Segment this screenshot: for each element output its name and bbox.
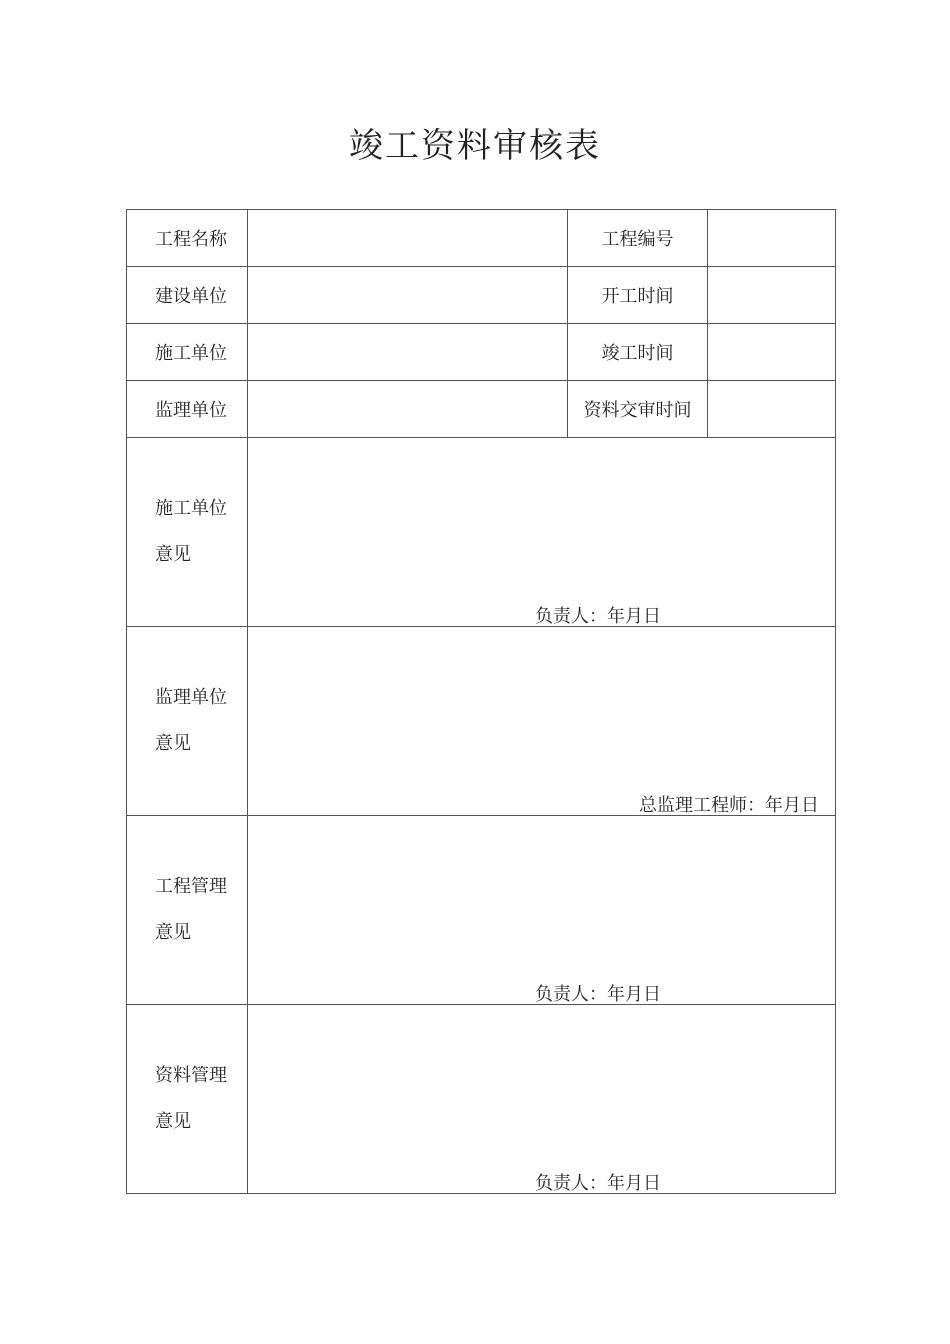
supervisor-field[interactable]: [248, 381, 568, 438]
contractor-opinion-label: 施工单位 意见: [127, 438, 248, 627]
contractor-label: 施工单位: [127, 324, 248, 381]
table-row: [127, 1005, 836, 1194]
project-number-label: 工程编号: [568, 210, 708, 267]
project-number-field[interactable]: [708, 210, 836, 267]
contractor-opinion-field[interactable]: [248, 438, 836, 627]
start-date-field[interactable]: [708, 267, 836, 324]
completion-date-field[interactable]: [708, 324, 836, 381]
signature-line: 负责人：年月日: [535, 606, 661, 627]
table-row: [127, 381, 836, 438]
construction-owner-label: 建设单位: [127, 267, 248, 324]
signature-line: 负责人：年月日: [535, 984, 661, 1005]
table-row: [127, 210, 836, 267]
completion-date-label: 竣工时间: [568, 324, 708, 381]
document-mgmt-opinion-field[interactable]: [248, 1005, 836, 1194]
signature-line: 总监理工程师：年月日: [639, 795, 819, 816]
supervisor-label: 监理单位: [127, 381, 248, 438]
project-mgmt-opinion-field[interactable]: [248, 816, 836, 1005]
signature-line: 负责人：年月日: [535, 1173, 661, 1194]
submission-date-label: 资料交审时间: [568, 381, 708, 438]
project-name-field[interactable]: [248, 210, 568, 267]
review-table: [126, 209, 836, 1194]
table-row: [127, 816, 836, 1005]
construction-owner-field[interactable]: [248, 267, 568, 324]
page-title: 竣工资料审核表: [349, 126, 601, 166]
table-row: [127, 324, 836, 381]
project-mgmt-opinion-label: 工程管理 意见: [127, 816, 248, 1005]
submission-date-field[interactable]: [708, 381, 836, 438]
table-row: [127, 438, 836, 627]
contractor-field[interactable]: [248, 324, 568, 381]
table-row: [127, 627, 836, 816]
start-date-label: 开工时间: [568, 267, 708, 324]
supervisor-opinion-label: 监理单位 意见: [127, 627, 248, 816]
project-name-label: 工程名称: [127, 210, 248, 267]
table-row: [127, 267, 836, 324]
supervisor-opinion-field[interactable]: [248, 627, 836, 816]
document-mgmt-opinion-label: 资料管理 意见: [127, 1005, 248, 1194]
